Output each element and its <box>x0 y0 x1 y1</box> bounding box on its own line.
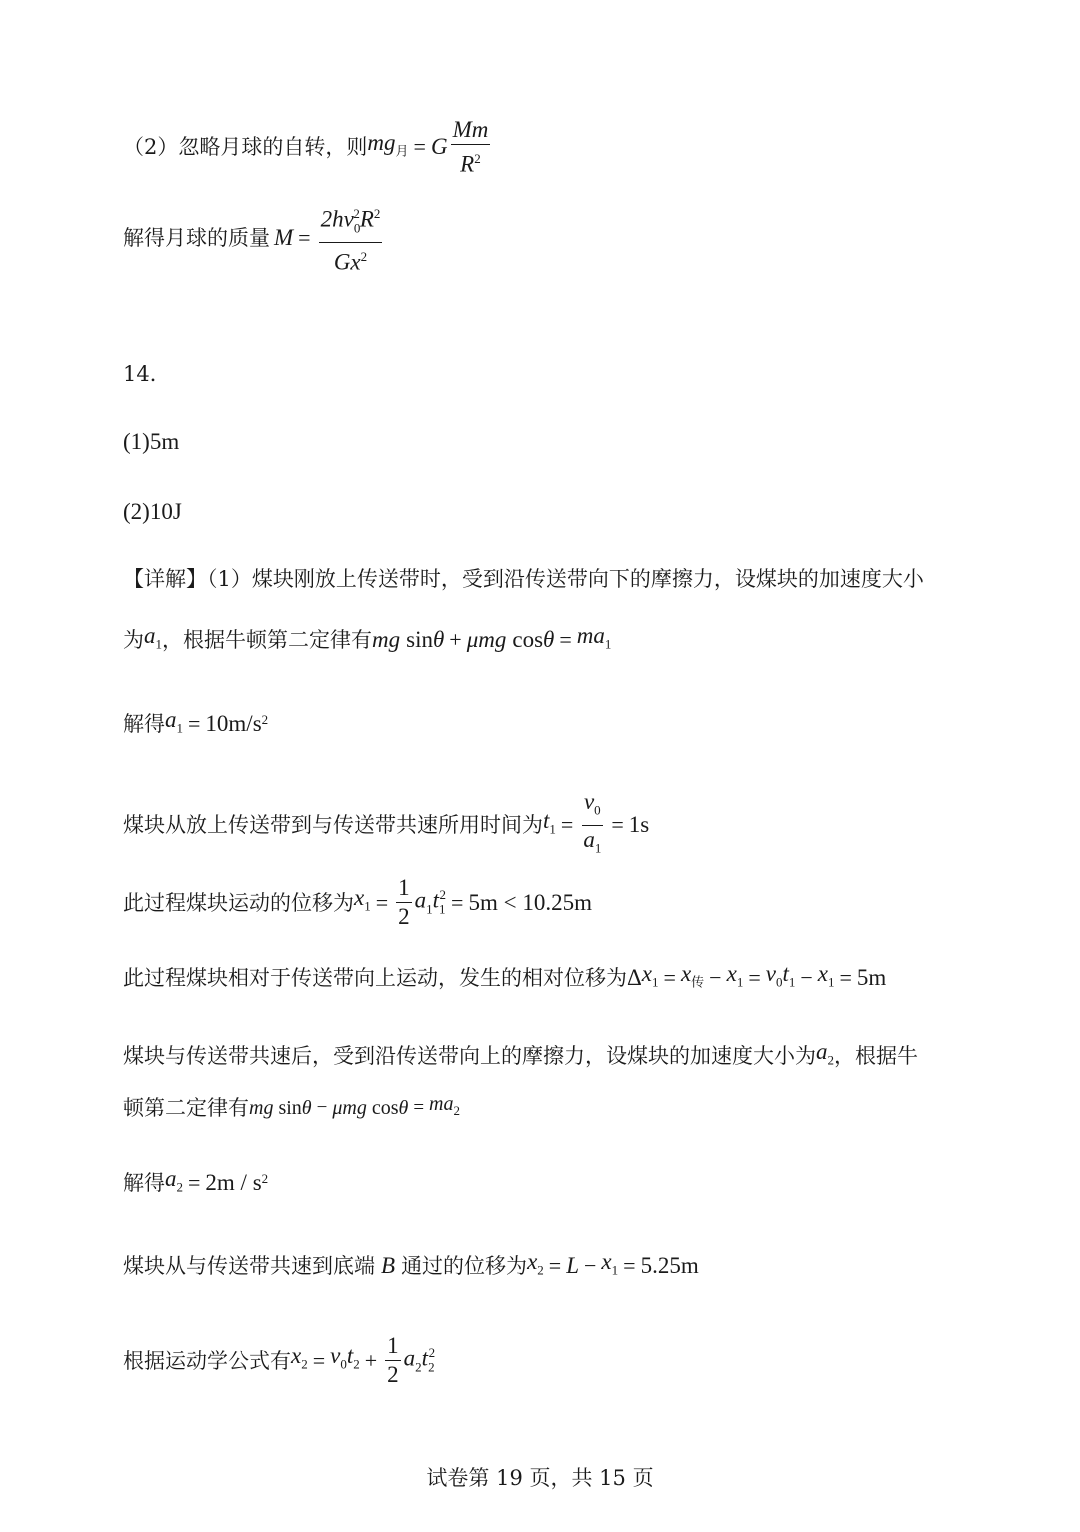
solution-line-gravity: （2）忽略月球的自转，则 $mg_月$ = G $\frac{Mm}{R^2}$ <box>123 117 489 177</box>
fraction: $\frac{v_0}{a_1}$ <box>583 789 602 856</box>
solution-line-moon-mass: 解得月球的质量 M = $\frac{2hv_0^2R^2}{Gx^2}$ <box>123 202 385 275</box>
detail-line-6: 此过程煤块相对于传送带向上运动，发生的相对位移为 Δ $x_1$ = $x_传$ − $x_1$ = $v_0t_1$ − $x_1$ = 5m <box>123 961 887 991</box>
detail-line-9: 解得 $a_2$ = 2m / s $^2$ <box>123 1166 269 1196</box>
fraction: $\frac{1}{2}$ <box>398 875 410 929</box>
fraction: $\frac{2hv_0^2R^2}{Gx^2}$ <box>319 202 383 275</box>
detail-line-4: 煤块从放上传送带到与传送带共速所用时间为 $t_1$ = $\frac{v_0}{a_1}$ = 1s <box>123 790 649 860</box>
detail-line-8: 顿第二定律有 mg sin θ − μmg cos θ = $ma_2$ <box>123 1093 460 1120</box>
detail-line-3: 解得 $a_1$ = 10m/s $^2$ <box>123 707 269 737</box>
detail-line-10: 煤块从与传送带共速到底端 B 通过的位移为 $x_2$ = L − $x_1$ = 5.25m <box>123 1249 699 1279</box>
answer-1: (1)5m <box>123 429 180 454</box>
detail-line-7: 煤块与传送带共速后，受到沿传送带向上的摩擦力，设煤块的加速度大小为 $a_2$ ，根据牛 <box>123 1039 918 1069</box>
answer-2: (2)10J <box>123 499 182 524</box>
detail-line-2: 为 $a_1$ ，根据牛顿第二定律有 mg sin θ + μmg cos θ = $ma_1$ <box>123 623 612 653</box>
formula-term: $mg_月$ <box>367 130 409 159</box>
page-footer: 试卷第 19 页，共 15 页 <box>426 1466 654 1490</box>
detail-line-5: 此过程煤块运动的位移为 $x_1$ = $\frac{1}{2}$ $a_1t_1^2$ = 5m < 10.25m <box>123 875 592 929</box>
line-text: 解得月球的质量 <box>123 226 270 251</box>
fraction: $\frac{Mm}{R^2}$ <box>452 117 489 177</box>
detail-line-1: 【详解】（1）煤块刚放上传送带时，受到沿传送带向下的摩擦力，设煤块的加速度大小 <box>123 567 924 591</box>
line-text: （2）忽略月球的自转，则 <box>123 135 368 160</box>
question-number: 14． <box>123 362 171 386</box>
detail-line-11: 根据运动学公式有 $x_2$ = $v_0t_2$ + $\frac{1}{2}$ $a_2t_2^2$ <box>123 1333 436 1387</box>
fraction: $\frac{1}{2}$ <box>387 1333 399 1387</box>
